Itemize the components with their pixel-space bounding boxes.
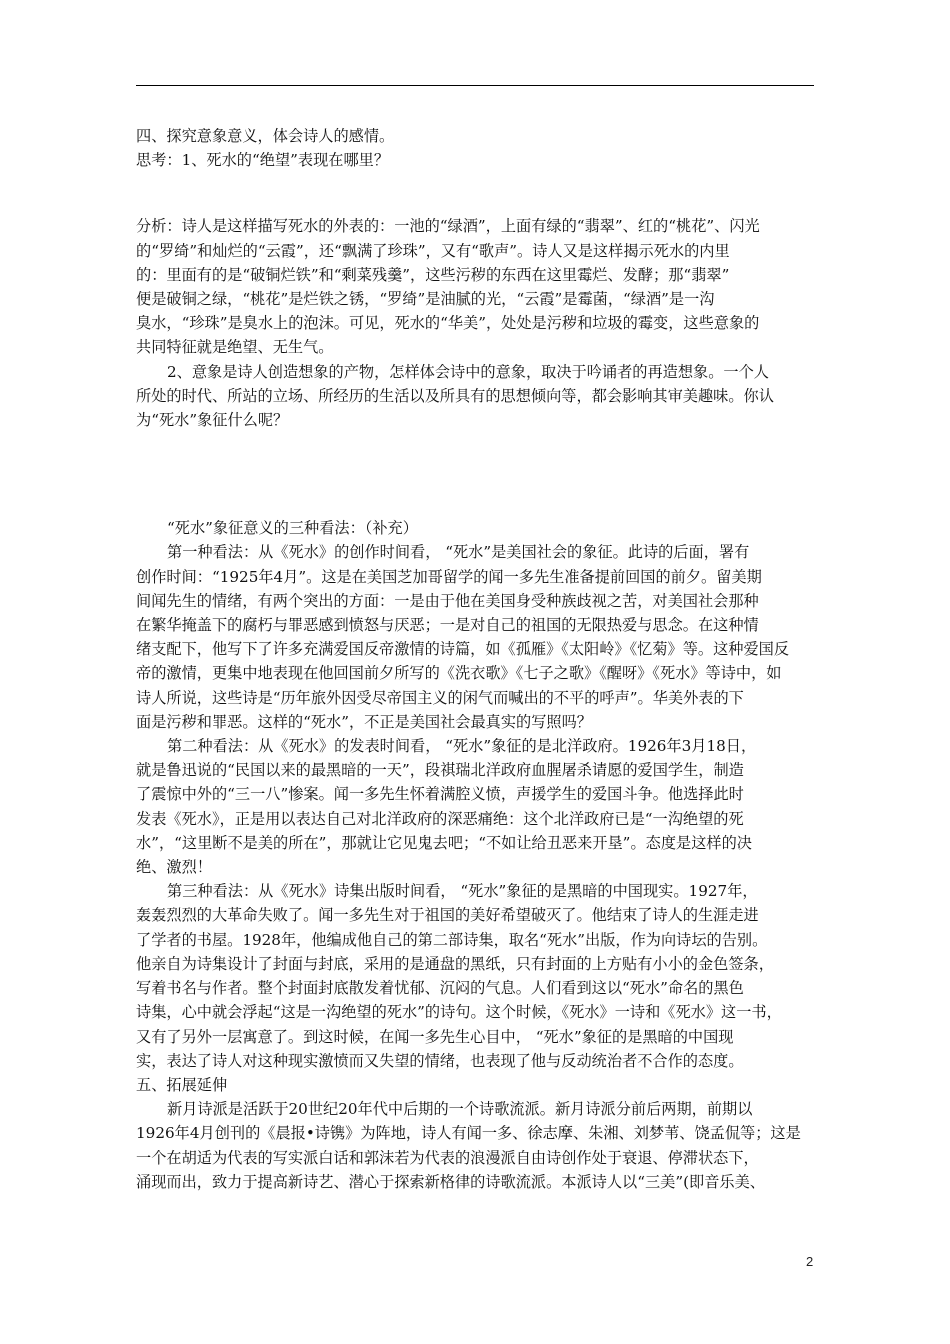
document-body xyxy=(136,124,814,1194)
first-view-line: 第一种看法：从《死水》的创作时间看， “死水”是美国社会的象征。此诗的后面，署有 xyxy=(167,543,750,562)
third-view-line: 第三种看法：从《死水》诗集出版时间看， “死水”象征的是黑暗的中国现实。1927年， xyxy=(167,882,758,901)
analysis-line: 臭水，“珍珠”是臭水上的泡沫。可见，死水的“华美”，处处是污秽和垃圾的霉变，这些意象的 xyxy=(136,314,760,333)
second-view-line: 就是鲁迅说的“民国以来的最黑暗的一天”，段祺瑞北洋政府血腥屠杀请愿的爱国学生，制造 xyxy=(136,761,744,780)
third-view-line: 诗集，心中就会浮起“这是一沟绝望的死水”的诗句。这个时候，《死水》一诗和《死水》这一书， xyxy=(136,1003,782,1022)
first-view-paragraph xyxy=(136,540,814,734)
question-2-line: 所处的时代、所站的立场、所经历的生活以及所具有的思想倾向等，都会影响其审美趣味。你认 xyxy=(136,386,774,405)
third-view-line: 他亲自为诗集设计了封面与封底，采用的是通盘的黑纸，只有封面的上方贴有小小的金色签条， xyxy=(136,954,774,973)
third-view-paragraph xyxy=(136,879,814,1073)
analysis-line: 便是破铜之绿，“桃花”是烂铁之锈，“罗绮”是油腻的光，“云霞”是霉菌，“绿酒”是一沟 xyxy=(136,290,715,309)
question-2-line: 2、意象是诗人创造想象的产物，怎样体会诗中的意象，取决于吟诵者的再造想象。一个人 xyxy=(167,362,769,381)
second-view-paragraph xyxy=(136,734,814,879)
question-2-paragraph xyxy=(136,360,814,433)
section-5-line: 1926年4月创刊的《晨报•诗镌》为阵地，诗人有闻一多、徐志摩、朱湘、刘梦苇、饶孟侃等；这是 xyxy=(136,1124,801,1143)
question-1: 思考：1、死水的“绝望”表现在哪里？ xyxy=(136,151,390,170)
analysis-paragraph xyxy=(136,214,814,359)
first-view-line: 间闻先生的情绪，有两个突出的方面：一是由于他在美国身受种族歧视之苦，对美国社会那种 xyxy=(136,591,759,610)
section-5-paragraph xyxy=(136,1097,814,1194)
second-view-line: 发表《死水》，正是用以表达自己对北洋政府的深恶痛绝：这个北洋政府已是“一沟绝望的死 xyxy=(136,809,744,828)
first-view-line: 创作时间：“1925年4月”。这是在美国芝加哥留学的闻一多先生准备提前回国的前夕。留美期 xyxy=(136,567,762,586)
second-view-line: 绝、激烈！ xyxy=(136,858,212,877)
analysis-line: 的“罗绮”和灿烂的“云霞”，还“飘满了珍珠”，又有“歌声”。诗人又是这样揭示死水的内里 xyxy=(136,241,730,260)
views-title: “死水”象征意义的三种看法：（补充） xyxy=(167,519,418,538)
second-view-line: 了震惊中外的“三一八”惨案。闻一多先生怀着满腔义愤，声援学生的爱国斗争。他选择此时 xyxy=(136,785,744,804)
third-view-line: 了学者的书屋。1928年，他编成他自己的第二部诗集，取名“死水”出版，作为向诗坛的告别。 xyxy=(136,930,768,949)
third-view-line: 实，表达了诗人对这种现实激愤而又失望的情绪，也表现了他与反动统治者不合作的态度。 xyxy=(136,1051,744,1070)
section-5-line: 一个在胡适为代表的写实派白话和郭沫若为代表的浪漫派自由诗创作处于衰退、停滞状态下， xyxy=(136,1148,759,1167)
section-5-heading: 五、拓展延伸 xyxy=(136,1075,228,1094)
first-view-line: 面是污秽和罪恶。这样的“死水”，不正是美国社会最真实的写照吗？ xyxy=(136,712,592,731)
third-view-line: 写着书名与作者。整个封面封底散发着忧郁、沉闷的气息。人们看到这以“死水”命名的黑色 xyxy=(136,979,744,998)
section-5-line: 涌现而出，致力于提高新诗艺、潜心于探索新格律的诗歌流派。本派诗人以“三美”(即音乐美、 xyxy=(136,1172,765,1191)
second-view-line: 水”，“这里断不是美的所在”，那就让它见鬼去吧；“不如让给丑恶来开垦”。态度是这样的决 xyxy=(136,833,752,852)
section-5-line: 新月诗派是活跃于20世纪20年代中后期的一个诗歌流派。新月诗派分前后两期，前期以 xyxy=(167,1100,753,1119)
first-view-line: 帝的激情，更集中地表现在他回国前夕所写的《洗衣歌》《七子之歌》《醒呀》《死水》等诗中，如 xyxy=(136,664,782,683)
first-view-line: 绪支配下，他写下了许多充满爱国反帝激情的诗篇，如《孤雁》《太阳岭》《忆菊》等。这种爱国反 xyxy=(136,640,790,659)
third-view-line: 轰轰烈烈的大革命失败了。闻一多先生对于祖国的美好希望破灭了。他结束了诗人的生涯走进 xyxy=(136,906,759,925)
first-view-line: 在繁华掩盖下的腐朽与罪恶感到愤怒与厌恶；一是对自己的祖国的无限热爱与思念。在这种情 xyxy=(136,616,759,635)
question-2-line: 为“死水”象征什么呢？ xyxy=(136,411,289,430)
first-view-line: 诗人所说，这些诗是“历年旅外因受尽帝国主义的闲气而喊出的不平的呼声”。华美外表的下 xyxy=(136,688,744,707)
third-view-line: 又有了另外一层寓意了。到这时候，在闻一多先生心目中， “死水”象征的是黑暗的中国现 xyxy=(136,1027,734,1046)
section-4-heading: 四、探究意象意义，体会诗人的感情。 xyxy=(136,127,395,145)
page-number: 2 xyxy=(806,1254,814,1269)
second-view-line: 第二种看法：从《死水》的发表时间看， “死水”象征的是北洋政府。1926年3月18日， xyxy=(167,737,757,756)
analysis-line: 共同特征就是绝望、无生气。 xyxy=(136,338,334,357)
analysis-line: 分析：诗人是这样描写死水的外表的：一池的“绿酒”，上面有绿的“翡翠”、红的“桃花”、闪光 xyxy=(136,217,760,236)
header-rule xyxy=(136,85,814,86)
analysis-line: 的：里面有的是“破铜烂铁”和“剩菜残羹”，这些污秽的东西在这里霉烂、发酵；那“翡翠” xyxy=(136,265,730,284)
